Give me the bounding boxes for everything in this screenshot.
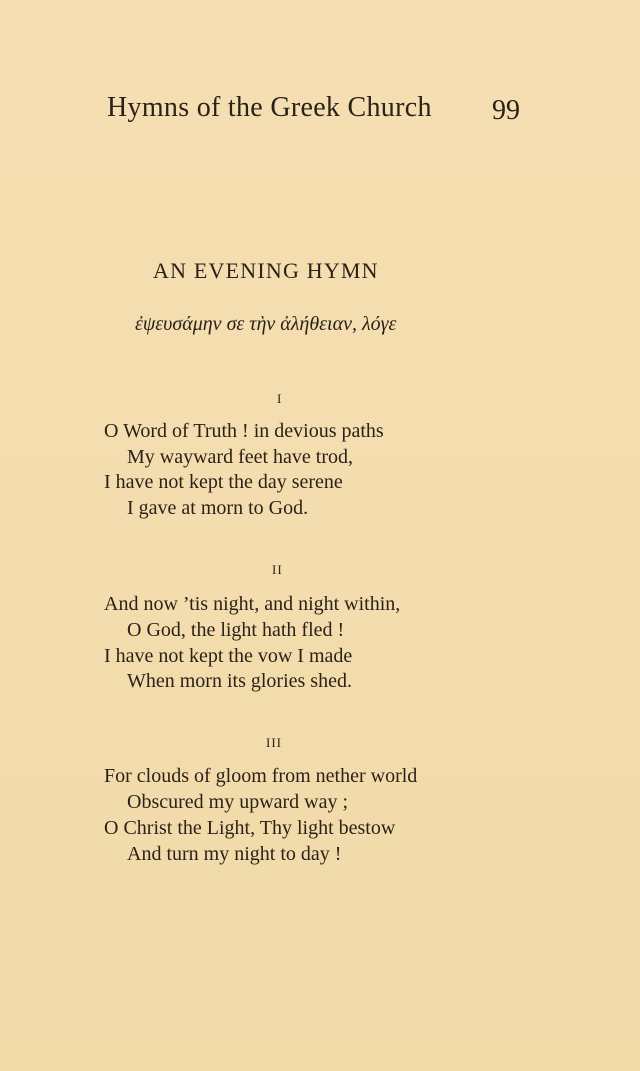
greek-epigraph: ἐψευσάμην σε τὴν ἀλήθειαν, λόγε [135, 313, 397, 335]
stanza-line: Obscured my upward way ; [127, 791, 349, 813]
hymn-title: AN EVENING HYMN [153, 258, 379, 283]
stanza-line: For clouds of gloom from nether world [104, 765, 418, 787]
stanza-line: When morn its glories shed. [127, 670, 352, 692]
stanza-line: And now ’tis night, and night within, [104, 593, 401, 615]
stanza-number: III [266, 735, 282, 750]
stanza-number: I [277, 391, 283, 406]
stanza-number: II [272, 562, 283, 577]
stanza-line: I have not kept the day serene [104, 471, 343, 493]
stanza-line: And turn my night to day ! [127, 843, 342, 865]
stanza-line: I gave at morn to God. [127, 497, 309, 519]
stanza-line: O Word of Truth ! in devious paths [104, 420, 384, 442]
stanza-line: O Christ the Light, Thy light bestow [104, 817, 396, 839]
page-number: 99 [492, 95, 520, 126]
stanza-line: O God, the light hath fled ! [127, 619, 345, 641]
running-head-title: Hymns of the Greek Church [107, 92, 432, 123]
stanza-line: My wayward feet have trod, [127, 446, 354, 468]
stanza-line: I have not kept the vow I made [104, 645, 353, 667]
